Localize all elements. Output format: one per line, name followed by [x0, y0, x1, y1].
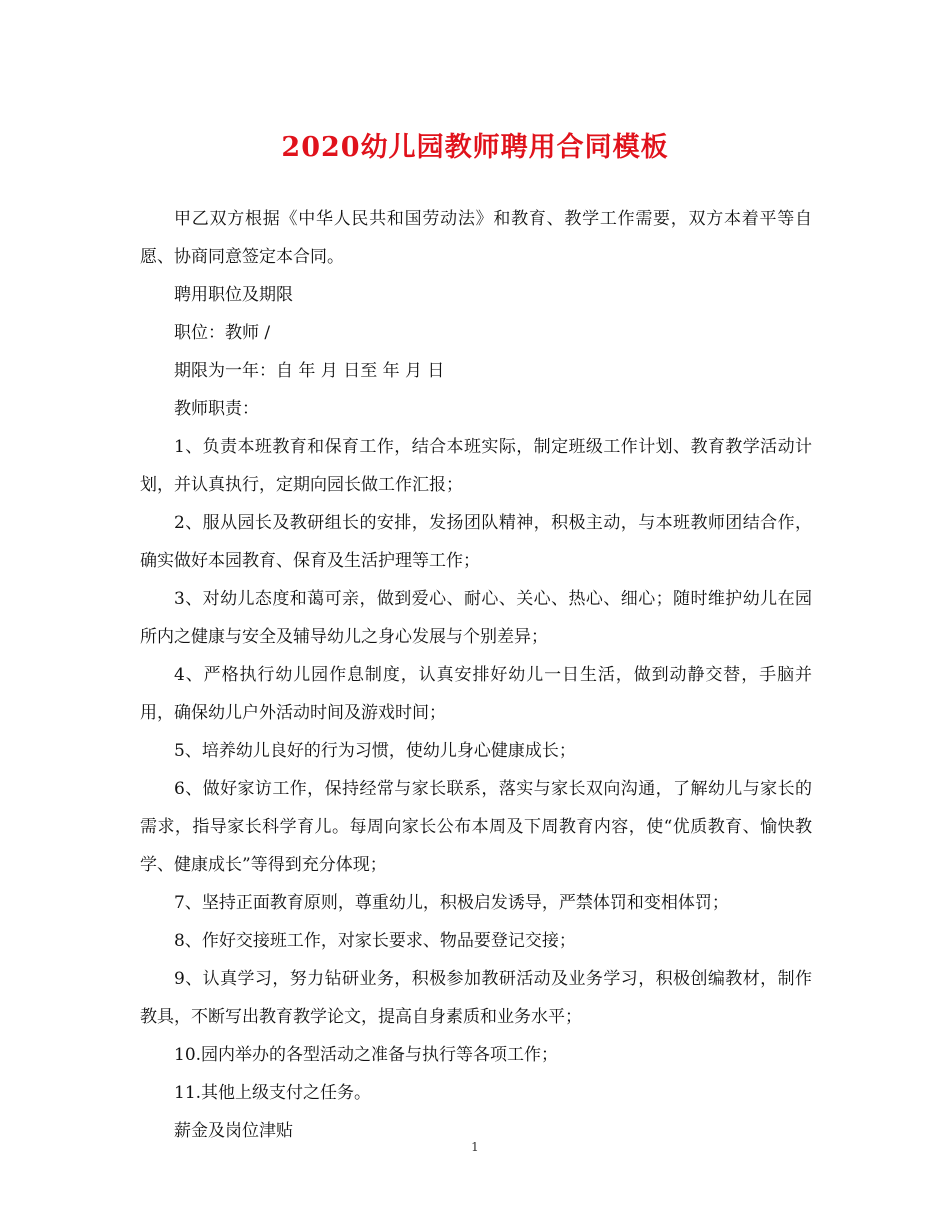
paragraph-position: 职位：教师 / — [174, 323, 271, 343]
paragraph-term: 期限为一年：自 年 月 日至 年 月 日 — [174, 361, 445, 381]
duty-item-11: 11.其他上级支付之任务。 — [174, 1083, 372, 1103]
document-title: 2020幼儿园教师聘用合同模板 — [281, 132, 669, 163]
duty-item-10: 10.园内举办的各型活动之准备与执行等各项工作； — [174, 1045, 559, 1065]
section-heading-salary: 薪金及岗位津贴 — [174, 1121, 293, 1141]
duty-item-5: 5、培养幼儿良好的行为习惯，使幼儿身心健康成长； — [174, 741, 576, 761]
duty-item-3: 3、对幼儿态度和蔼可亲，做到爱心、耐心、关心、热心、细心；随时维护幼儿在园所内之健康与安全及辅导幼儿之身心发展与个别差异； — [140, 589, 812, 647]
page-number: 1 — [471, 1140, 479, 1154]
duty-item-1: 1、负责本班教育和保育工作，结合本班实际，制定班级工作计划、教育教学活动计划，并认真执行，定期向园长做工作汇报； — [140, 437, 812, 495]
section-heading-position-term: 聘用职位及期限 — [174, 285, 293, 305]
duty-item-6: 6、做好家访工作，保持经常与家长联系，落实与家长双向沟通，了解幼儿与家长的需求，指导家长科学育儿。每周向家长公布本周及下周教育内容，使“优质教育、愉快教学、健康成长”等得到充分体现； — [140, 779, 812, 875]
duty-item-7: 7、坚持正面教育原则，尊重幼儿，积极启发诱导，严禁体罚和变相体罚； — [174, 893, 729, 913]
duty-item-9: 9、认真学习，努力钻研业务，积极参加教研活动及业务学习，积极创编教材，制作教具，不断写出教育教学论文，提高自身素质和业务水平； — [140, 969, 812, 1027]
duty-item-8: 8、作好交接班工作，对家长要求、物品要登记交接； — [174, 931, 576, 951]
duty-item-4: 4、严格执行幼儿园作息制度，认真安排好幼儿一日生活，做到动静交替，手脑并用，确保幼儿户外活动时间及游戏时间； — [140, 665, 812, 723]
duty-item-2: 2、服从园长及教研组长的安排，发扬团队精神，积极主动，与本班教师团结合作，确实做好本园教育、保育及生活护理等工作； — [140, 513, 812, 571]
section-heading-duties: 教师职责： — [174, 399, 259, 419]
document-body — [140, 200, 812, 1150]
paragraph-intro: 甲乙双方根据《中华人民共和国劳动法》和教育、教学工作需要，双方本着平等自愿、协商同意签定本合同。 — [140, 209, 812, 267]
